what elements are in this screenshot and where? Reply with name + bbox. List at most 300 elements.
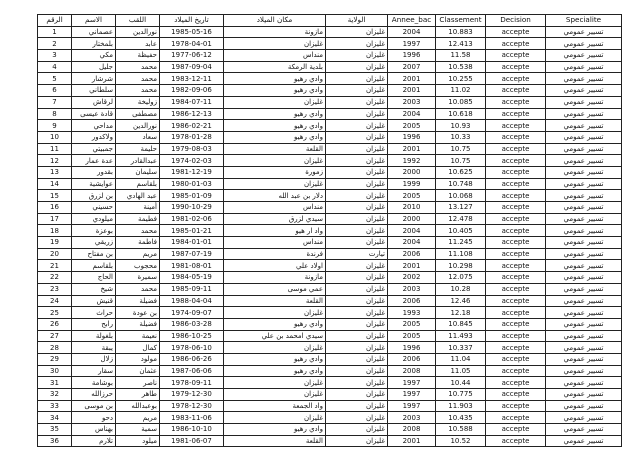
cell-birth-date: 1982-09-06 <box>160 85 224 97</box>
cell-specialite: تسيير عمومي <box>546 96 622 108</box>
cell-decision: accepte <box>486 330 546 342</box>
cell-last-name: سلطاني <box>72 85 116 97</box>
cell-birth-date: 1978-04-01 <box>160 38 224 50</box>
table-row <box>38 61 622 73</box>
students-table <box>37 14 622 447</box>
cell-annee-bac: 1997 <box>388 400 436 412</box>
cell-birth-place: غليزان <box>224 377 326 389</box>
cell-decision: accepte <box>486 50 546 62</box>
cell-classement: 11.02 <box>436 85 486 97</box>
cell-last-name: ولاكدور <box>72 131 116 143</box>
cell-classement: 10.405 <box>436 225 486 237</box>
cell-id: 9 <box>38 120 72 132</box>
cell-specialite: تسيير عمومي <box>546 377 622 389</box>
table-row <box>38 330 622 342</box>
cell-birth-place: واد ار هيو <box>224 225 326 237</box>
cell-last-name: عوايشية <box>72 178 116 190</box>
cell-last-name: حرزالله <box>72 389 116 401</box>
cell-annee-bac: 1999 <box>388 178 436 190</box>
cell-first-name: عثمان <box>116 365 160 377</box>
cell-id: 8 <box>38 108 72 120</box>
cell-id: 23 <box>38 283 72 295</box>
cell-last-name: دحو <box>72 412 116 424</box>
cell-classement: 11.493 <box>436 330 486 342</box>
cell-id: 10 <box>38 131 72 143</box>
cell-birth-date: 1974-09-07 <box>160 307 224 319</box>
cell-wilaya: غليزان <box>326 295 388 307</box>
cell-annee-bac: 2005 <box>388 318 436 330</box>
cell-specialite: تسيير عمومي <box>546 202 622 214</box>
cell-wilaya: غليزان <box>326 155 388 167</box>
cell-birth-place: منداس <box>224 237 326 249</box>
cell-last-name: مداحي <box>72 120 116 132</box>
cell-last-name: شيخ <box>72 283 116 295</box>
cell-last-name: الحاج <box>72 272 116 284</box>
cell-wilaya: غليزان <box>326 61 388 73</box>
cell-specialite: تسيير عمومي <box>546 330 622 342</box>
cell-id: 16 <box>38 202 72 214</box>
cell-birth-date: 1988-04-04 <box>160 295 224 307</box>
cell-specialite: تسيير عمومي <box>546 260 622 272</box>
cell-birth-place: غليزان <box>224 38 326 50</box>
column-header-decision: Decision <box>486 15 546 27</box>
cell-birth-date: 1984-01-01 <box>160 237 224 249</box>
cell-decision: accepte <box>486 272 546 284</box>
cell-annee-bac: 2001 <box>388 73 436 85</box>
cell-classement: 10.44 <box>436 377 486 389</box>
cell-first-name: بلقاسم <box>116 178 160 190</box>
cell-first-name: سمية <box>116 424 160 436</box>
cell-wilaya: غليزان <box>326 365 388 377</box>
cell-first-name: كمال <box>116 342 160 354</box>
table-row <box>38 155 622 167</box>
cell-id: 28 <box>38 342 72 354</box>
cell-wilaya: غليزان <box>326 225 388 237</box>
cell-classement: 10.33 <box>436 131 486 143</box>
table-row <box>38 166 622 178</box>
cell-classement: 10.748 <box>436 178 486 190</box>
cell-birth-date: 1986-03-28 <box>160 318 224 330</box>
cell-classement: 10.337 <box>436 342 486 354</box>
cell-birth-place: سيدي لزرق <box>224 213 326 225</box>
cell-first-name: محمد <box>116 283 160 295</box>
cell-first-name: سليمان <box>116 166 160 178</box>
cell-specialite: تسيير عمومي <box>546 85 622 97</box>
column-header-birth-place: مكان الميلاد <box>224 15 326 27</box>
cell-birth-date: 1979-12-30 <box>160 389 224 401</box>
cell-annee-bac: 2008 <box>388 424 436 436</box>
cell-annee-bac: 1992 <box>388 155 436 167</box>
column-header-classement: Classement <box>436 15 486 27</box>
cell-classement: 10.255 <box>436 73 486 85</box>
cell-last-name: بلمختار <box>72 38 116 50</box>
cell-wilaya: غليزان <box>326 272 388 284</box>
cell-annee-bac: 2000 <box>388 213 436 225</box>
cell-decision: accepte <box>486 155 546 167</box>
cell-classement: 10.93 <box>436 120 486 132</box>
cell-wilaya: غليزان <box>326 190 388 202</box>
cell-last-name: جليل <box>72 61 116 73</box>
column-header-birth-date: تاريخ الميلاد <box>160 15 224 27</box>
cell-id: 26 <box>38 318 72 330</box>
cell-wilaya: غليزان <box>326 318 388 330</box>
cell-first-name: عبد الهادي <box>116 190 160 202</box>
cell-classement: 12.075 <box>436 272 486 284</box>
cell-last-name: بن موسى <box>72 400 116 412</box>
cell-first-name: سميرة <box>116 272 160 284</box>
cell-first-name: عابد <box>116 38 160 50</box>
cell-birth-date: 1984-07-11 <box>160 96 224 108</box>
cell-annee-bac: 2005 <box>388 330 436 342</box>
cell-birth-date: 1981-06-07 <box>160 435 224 447</box>
cell-birth-place: سيدي امحمد بن علي <box>224 330 326 342</box>
cell-id: 14 <box>38 178 72 190</box>
table-row <box>38 318 622 330</box>
cell-wilaya: غليزان <box>326 435 388 447</box>
cell-id: 11 <box>38 143 72 155</box>
cell-annee-bac: 2005 <box>388 190 436 202</box>
cell-birth-place: فرندة <box>224 248 326 260</box>
cell-birth-date: 1974-02-03 <box>160 155 224 167</box>
cell-birth-place: القلعة <box>224 435 326 447</box>
cell-birth-date: 1985-01-21 <box>160 225 224 237</box>
cell-last-name: يبقة <box>72 342 116 354</box>
cell-id: 29 <box>38 353 72 365</box>
cell-annee-bac: 2000 <box>388 166 436 178</box>
cell-decision: accepte <box>486 365 546 377</box>
table-row <box>38 178 622 190</box>
cell-decision: accepte <box>486 318 546 330</box>
cell-wilaya: غليزان <box>326 166 388 178</box>
cell-last-name: حراث <box>72 307 116 319</box>
table-row <box>38 26 622 38</box>
cell-birth-date: 1985-09-11 <box>160 283 224 295</box>
cell-wilaya: غليزان <box>326 260 388 272</box>
cell-decision: accepte <box>486 377 546 389</box>
cell-specialite: تسيير عمومي <box>546 237 622 249</box>
cell-first-name: زوليخة <box>116 96 160 108</box>
cell-first-name: طاهر <box>116 389 160 401</box>
cell-birth-place: القلعة <box>224 295 326 307</box>
cell-first-name: مولود <box>116 353 160 365</box>
cell-specialite: تسيير عمومي <box>546 389 622 401</box>
cell-first-name: أمينة <box>116 202 160 214</box>
cell-classement: 10.618 <box>436 108 486 120</box>
cell-first-name: محمد <box>116 225 160 237</box>
cell-last-name: لرقاش <box>72 96 116 108</box>
table-body <box>38 26 622 447</box>
cell-birth-place: غليزان <box>224 155 326 167</box>
cell-annee-bac: 1997 <box>388 377 436 389</box>
cell-birth-date: 1986-10-10 <box>160 424 224 436</box>
column-header-first-name: اللقب <box>116 15 160 27</box>
cell-annee-bac: 2004 <box>388 225 436 237</box>
cell-wilaya: غليزان <box>326 213 388 225</box>
cell-wilaya: غليزان <box>326 202 388 214</box>
cell-last-name: عصماني <box>72 26 116 38</box>
cell-decision: accepte <box>486 190 546 202</box>
table-row <box>38 225 622 237</box>
cell-classement: 10.625 <box>436 166 486 178</box>
cell-birth-date: 1987-07-19 <box>160 248 224 260</box>
cell-wilaya: غليزان <box>326 353 388 365</box>
table-row <box>38 365 622 377</box>
cell-last-name: بن مفتاح <box>72 248 116 260</box>
cell-specialite: تسيير عمومي <box>546 283 622 295</box>
table-row <box>38 307 622 319</box>
cell-wilaya: غليزان <box>326 342 388 354</box>
cell-annee-bac: 2005 <box>388 120 436 132</box>
cell-first-name: محمد <box>116 85 160 97</box>
cell-decision: accepte <box>486 307 546 319</box>
cell-classement: 10.845 <box>436 318 486 330</box>
cell-birth-place: منداس <box>224 202 326 214</box>
cell-id: 24 <box>38 295 72 307</box>
cell-specialite: تسيير عمومي <box>546 178 622 190</box>
cell-last-name: بلغولة <box>72 330 116 342</box>
cell-decision: accepte <box>486 389 546 401</box>
cell-decision: accepte <box>486 38 546 50</box>
cell-id: 27 <box>38 330 72 342</box>
cell-last-name: زريقي <box>72 237 116 249</box>
cell-birth-date: 1987-09-04 <box>160 61 224 73</box>
cell-birth-date: 1983-11-06 <box>160 412 224 424</box>
cell-wilaya: غليزان <box>326 424 388 436</box>
cell-birth-date: 1981-02-06 <box>160 213 224 225</box>
cell-specialite: تسيير عمومي <box>546 400 622 412</box>
cell-birth-date: 1986-12-13 <box>160 108 224 120</box>
cell-specialite: تسيير عمومي <box>546 353 622 365</box>
cell-annee-bac: 2006 <box>388 248 436 260</box>
cell-first-name: بوعبدالله <box>116 400 160 412</box>
cell-birth-date: 1978-12-30 <box>160 400 224 412</box>
cell-specialite: تسيير عمومي <box>546 131 622 143</box>
column-header-specialite: Specialite <box>546 15 622 27</box>
cell-classement: 11.04 <box>436 353 486 365</box>
cell-annee-bac: 2001 <box>388 435 436 447</box>
cell-decision: accepte <box>486 424 546 436</box>
cell-last-name: بن لزرق <box>72 190 116 202</box>
cell-classement: 10.085 <box>436 96 486 108</box>
cell-birth-place: وادي رهيو <box>224 73 326 85</box>
cell-birth-place: واد الجمعة <box>224 400 326 412</box>
cell-first-name: سعاد <box>116 131 160 143</box>
cell-specialite: تسيير عمومي <box>546 143 622 155</box>
cell-birth-place: غليزان <box>224 307 326 319</box>
cell-wilaya: غليزان <box>326 26 388 38</box>
table-row <box>38 295 622 307</box>
cell-specialite: تسيير عمومي <box>546 225 622 237</box>
cell-annee-bac: 2004 <box>388 237 436 249</box>
cell-last-name: تلارم <box>72 435 116 447</box>
cell-id: 36 <box>38 435 72 447</box>
table-row <box>38 143 622 155</box>
cell-id: 15 <box>38 190 72 202</box>
cell-wilaya: غليزان <box>326 108 388 120</box>
cell-last-name: جمبيتي <box>72 143 116 155</box>
cell-annee-bac: 1997 <box>388 389 436 401</box>
cell-decision: accepte <box>486 178 546 190</box>
cell-classement: 10.435 <box>436 412 486 424</box>
cell-specialite: تسيير عمومي <box>546 307 622 319</box>
cell-last-name: بوشامة <box>72 377 116 389</box>
cell-decision: accepte <box>486 143 546 155</box>
cell-classement: 10.883 <box>436 26 486 38</box>
cell-decision: accepte <box>486 248 546 260</box>
cell-first-name: بن عودة <box>116 307 160 319</box>
cell-decision: accepte <box>486 435 546 447</box>
cell-first-name: محمد <box>116 73 160 85</box>
cell-id: 7 <box>38 96 72 108</box>
cell-last-name: شرشار <box>72 73 116 85</box>
cell-birth-place: غليزان <box>224 389 326 401</box>
table-row <box>38 389 622 401</box>
cell-birth-place: منداس <box>224 50 326 62</box>
cell-first-name: مريم <box>116 248 160 260</box>
cell-wilaya: غليزان <box>326 96 388 108</box>
cell-first-name: فضيلة <box>116 318 160 330</box>
cell-annee-bac: 1996 <box>388 131 436 143</box>
cell-last-name: بلقاسم <box>72 260 116 272</box>
cell-first-name: نورالدين <box>116 120 160 132</box>
cell-last-name: قنيش <box>72 295 116 307</box>
cell-decision: accepte <box>486 96 546 108</box>
cell-first-name: فضيلة <box>116 295 160 307</box>
cell-id: 4 <box>38 61 72 73</box>
cell-last-name: عدة عمار <box>72 155 116 167</box>
cell-birth-place: مازونة <box>224 26 326 38</box>
table-row <box>38 353 622 365</box>
cell-last-name: حسيني <box>72 202 116 214</box>
cell-birth-place: وادي رهيو <box>224 318 326 330</box>
cell-birth-place: وادي رهيو <box>224 85 326 97</box>
cell-annee-bac: 2006 <box>388 353 436 365</box>
cell-id: 33 <box>38 400 72 412</box>
cell-birth-date: 1979-08-03 <box>160 143 224 155</box>
table-row <box>38 283 622 295</box>
table-row <box>38 120 622 132</box>
cell-annee-bac: 2008 <box>388 365 436 377</box>
cell-birth-place: زمورة <box>224 166 326 178</box>
cell-first-name: نعيمة <box>116 330 160 342</box>
cell-first-name: ميلود <box>116 435 160 447</box>
cell-birth-date: 1978-09-11 <box>160 377 224 389</box>
cell-birth-place: غليزان <box>224 342 326 354</box>
cell-birth-date: 1980-01-03 <box>160 178 224 190</box>
cell-id: 19 <box>38 237 72 249</box>
cell-birth-date: 1986-06-26 <box>160 353 224 365</box>
cell-classement: 11.05 <box>436 365 486 377</box>
cell-classement: 13.127 <box>436 202 486 214</box>
cell-specialite: تسيير عمومي <box>546 342 622 354</box>
cell-id: 20 <box>38 248 72 260</box>
cell-birth-place: اولاد علي <box>224 260 326 272</box>
cell-annee-bac: 2001 <box>388 260 436 272</box>
cell-decision: accepte <box>486 202 546 214</box>
table-row <box>38 435 622 447</box>
cell-last-name: بوعزة <box>72 225 116 237</box>
cell-classement: 12.413 <box>436 38 486 50</box>
cell-birth-date: 1983-12-11 <box>160 73 224 85</box>
cell-id: 5 <box>38 73 72 85</box>
cell-specialite: تسيير عمومي <box>546 155 622 167</box>
cell-annee-bac: 2006 <box>388 295 436 307</box>
cell-specialite: تسيير عمومي <box>546 435 622 447</box>
cell-first-name: عبدالقادر <box>116 155 160 167</box>
cell-wilaya: غليزان <box>326 120 388 132</box>
cell-decision: accepte <box>486 260 546 272</box>
table-row <box>38 237 622 249</box>
cell-birth-date: 1978-06-10 <box>160 342 224 354</box>
cell-birth-place: غليزان <box>224 412 326 424</box>
cell-wilaya: غليزان <box>326 307 388 319</box>
cell-decision: accepte <box>486 26 546 38</box>
cell-decision: accepte <box>486 295 546 307</box>
cell-wilaya: غليزان <box>326 237 388 249</box>
cell-classement: 12.18 <box>436 307 486 319</box>
cell-annee-bac: 2003 <box>388 283 436 295</box>
table-row <box>38 85 622 97</box>
cell-id: 32 <box>38 389 72 401</box>
table-row <box>38 272 622 284</box>
cell-decision: accepte <box>486 412 546 424</box>
cell-specialite: تسيير عمومي <box>546 424 622 436</box>
cell-specialite: تسيير عمومي <box>546 108 622 120</box>
table-row <box>38 260 622 272</box>
cell-classement: 10.588 <box>436 424 486 436</box>
column-header-wilaya: الولاية <box>326 15 388 27</box>
cell-wilaya: غليزان <box>326 389 388 401</box>
cell-decision: accepte <box>486 73 546 85</box>
cell-classement: 12.46 <box>436 295 486 307</box>
cell-id: 35 <box>38 424 72 436</box>
cell-wilaya: غليزان <box>326 143 388 155</box>
cell-birth-place: وادي رهيو <box>224 108 326 120</box>
cell-birth-date: 1977-06-12 <box>160 50 224 62</box>
cell-last-name: مكي <box>72 50 116 62</box>
cell-birth-date: 1981-12-19 <box>160 166 224 178</box>
cell-first-name: حليمة <box>116 143 160 155</box>
cell-birth-date: 1990-10-29 <box>160 202 224 214</box>
cell-classement: 11.245 <box>436 237 486 249</box>
cell-classement: 12.478 <box>436 213 486 225</box>
cell-annee-bac: 2003 <box>388 96 436 108</box>
cell-wilaya: غليزان <box>326 377 388 389</box>
cell-id: 17 <box>38 213 72 225</box>
table-row <box>38 377 622 389</box>
table-row <box>38 38 622 50</box>
cell-birth-date: 1985-05-16 <box>160 26 224 38</box>
cell-birth-date: 1984-05-19 <box>160 272 224 284</box>
cell-annee-bac: 1996 <box>388 342 436 354</box>
cell-specialite: تسيير عمومي <box>546 365 622 377</box>
cell-decision: accepte <box>486 131 546 143</box>
cell-decision: accepte <box>486 120 546 132</box>
cell-specialite: تسيير عمومي <box>546 295 622 307</box>
cell-first-name: محجوب <box>116 260 160 272</box>
cell-classement: 10.068 <box>436 190 486 202</box>
cell-wilaya: غليزان <box>326 412 388 424</box>
cell-last-name: بقدور <box>72 166 116 178</box>
cell-classement: 10.52 <box>436 435 486 447</box>
cell-decision: accepte <box>486 353 546 365</box>
table-row <box>38 342 622 354</box>
cell-specialite: تسيير عمومي <box>546 50 622 62</box>
cell-classement: 11.903 <box>436 400 486 412</box>
cell-specialite: تسيير عمومي <box>546 26 622 38</box>
cell-annee-bac: 1997 <box>388 38 436 50</box>
cell-annee-bac: 2002 <box>388 272 436 284</box>
